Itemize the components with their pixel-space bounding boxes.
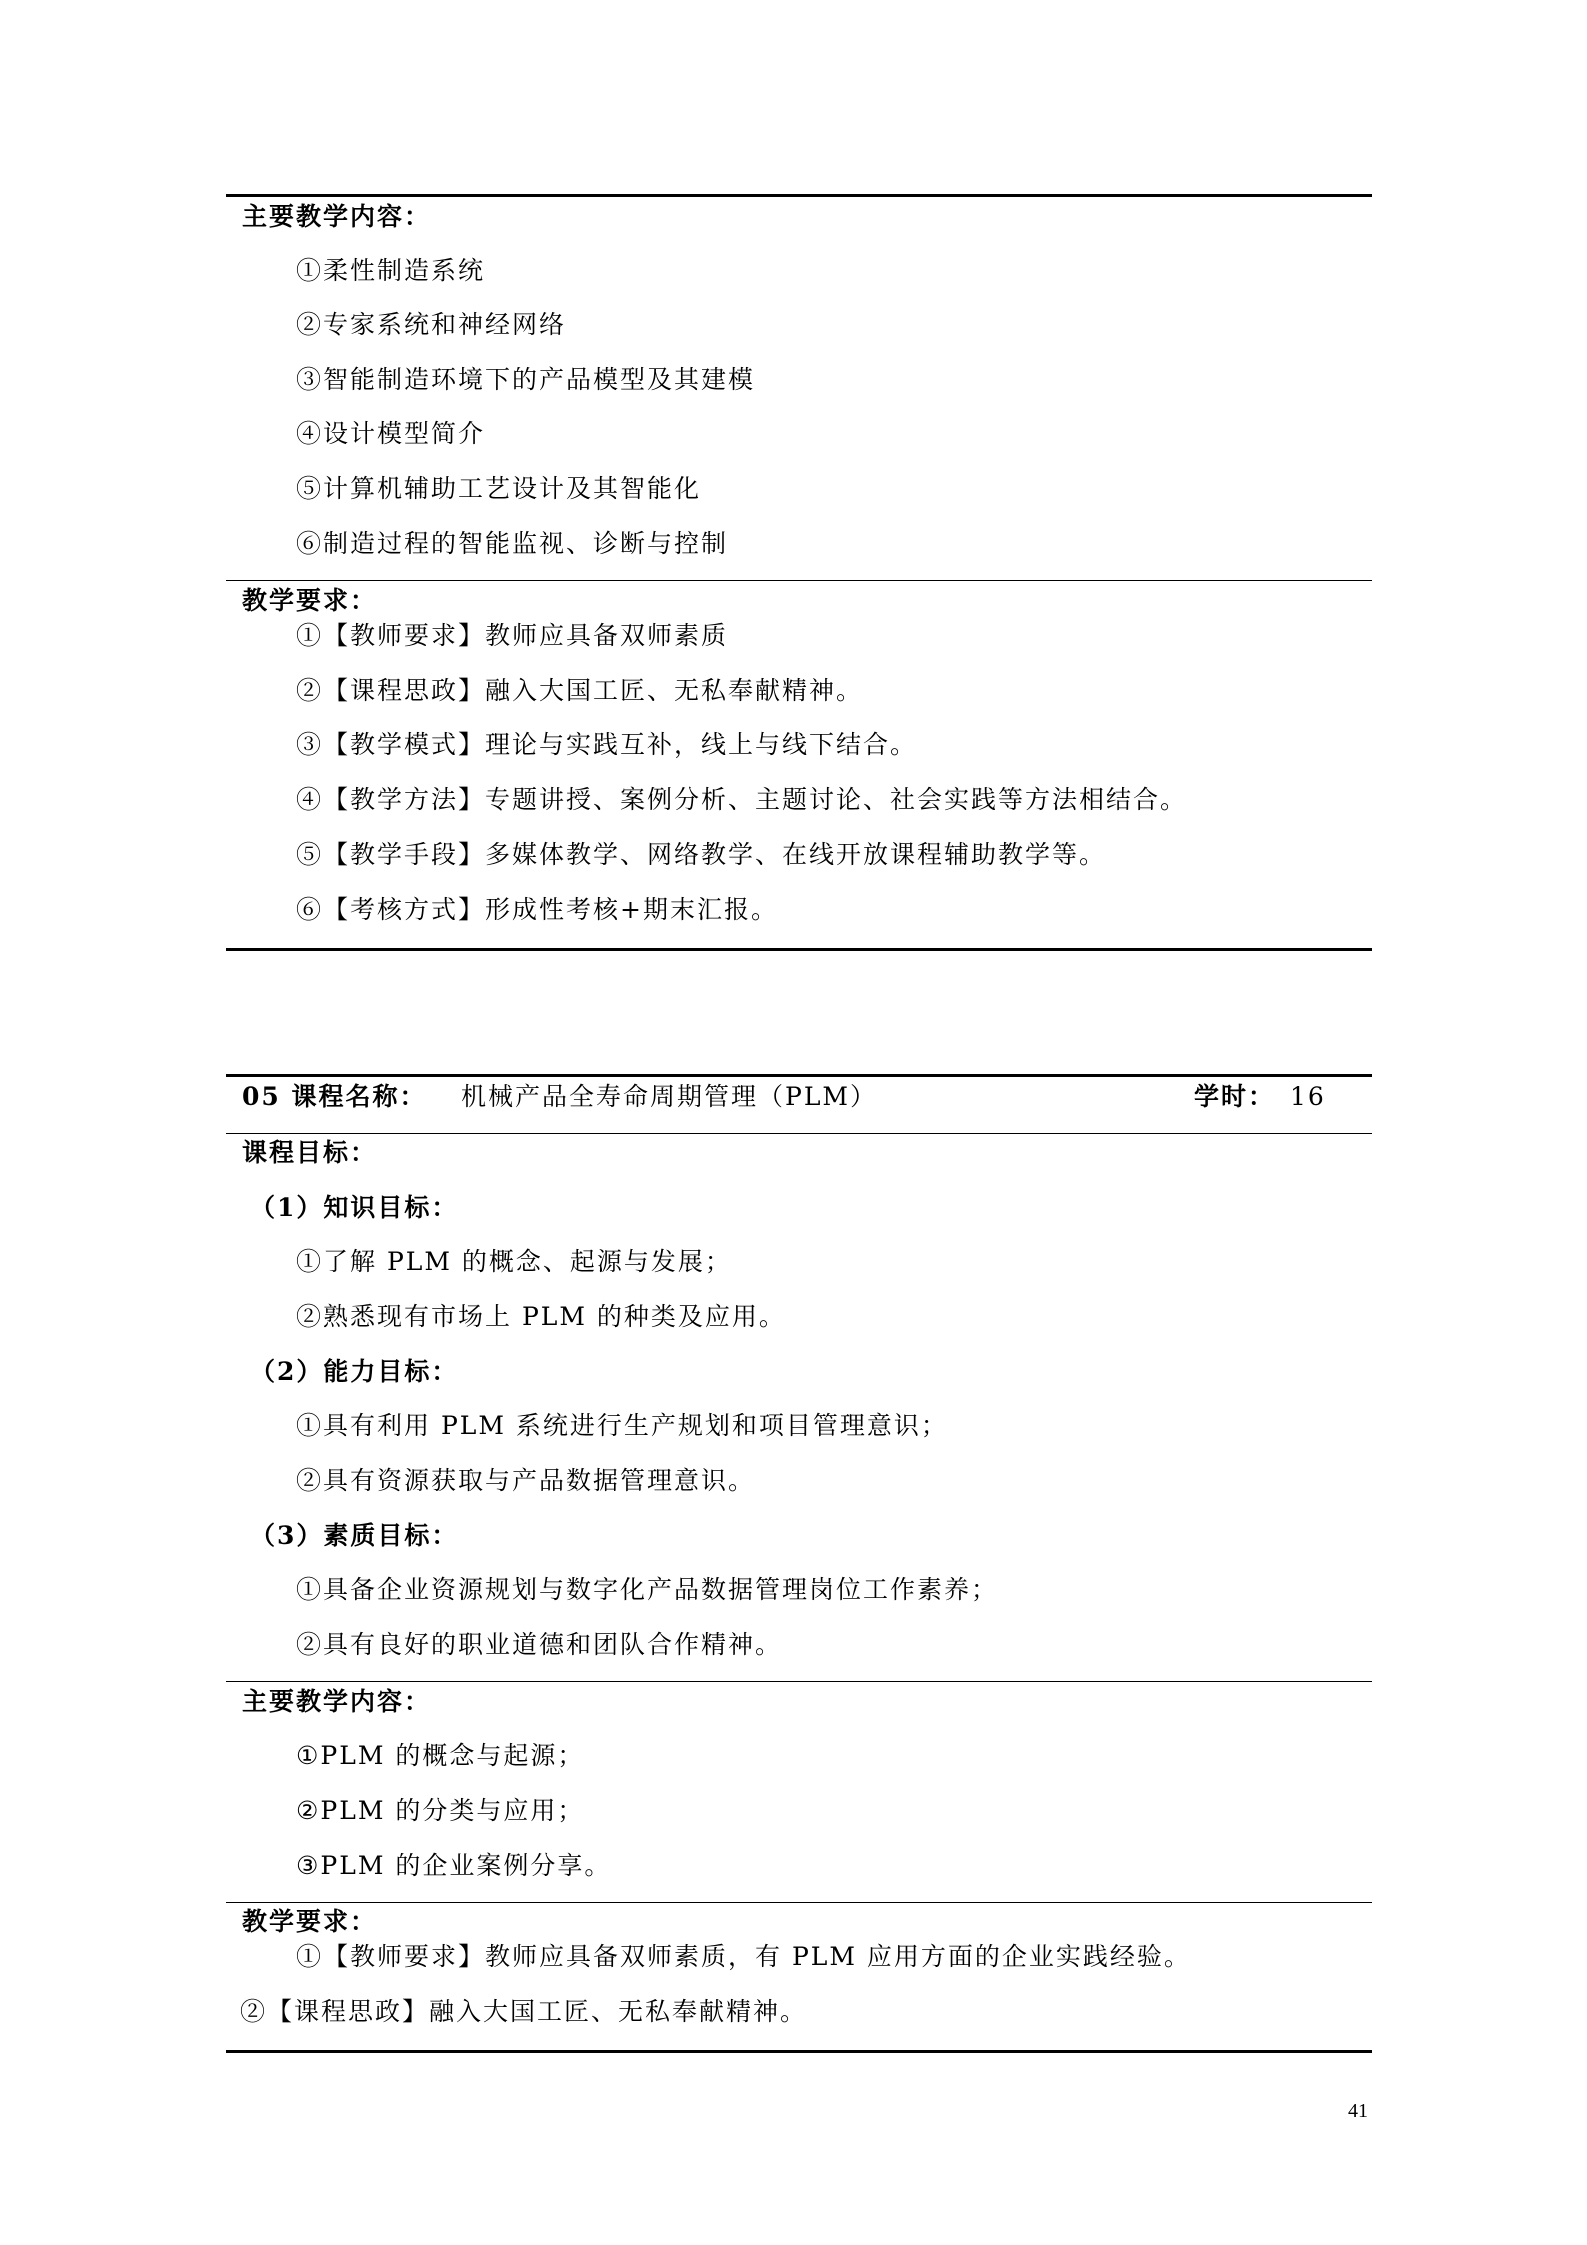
content-item: ⑥制造过程的智能监视、诊断与控制	[296, 529, 729, 558]
requirements-heading: 教学要求：	[242, 586, 378, 615]
goal-item: ②具有良好的职业道德和团队合作精神。	[296, 1630, 783, 1659]
content-item: ③智能制造环境下的产品模型及其建模	[296, 365, 756, 394]
goal-item: ②熟悉现有市场上 PLM 的种类及应用。	[296, 1302, 786, 1331]
requirement-item: ②【课程思政】融入大国工匠、无私奉献精神。	[296, 676, 864, 705]
content-item: ③PLM 的企业案例分享。	[296, 1851, 612, 1880]
section-divider	[226, 1902, 1372, 1903]
requirement-item: ③【教学模式】理论与实践互补，线上与线下结合。	[296, 730, 918, 759]
section-divider	[226, 1133, 1372, 1134]
content-heading: 主要教学内容：	[242, 1687, 432, 1716]
requirement-item: ①【教师要求】教师应具备双师素质，有 PLM 应用方面的企业实践经验。	[296, 1942, 1191, 1971]
course-label: 05 课程名称：	[242, 1082, 427, 1111]
goal-item: ①了解 PLM 的概念、起源与发展；	[296, 1247, 732, 1276]
bottom-rule	[226, 2050, 1372, 2053]
requirement-item: ④【教学方法】专题讲授、案例分析、主题讨论、社会实践等方法相结合。	[296, 785, 1188, 814]
goal-item: ①具有利用 PLM 系统进行生产规划和项目管理意识；	[296, 1411, 948, 1440]
requirement-item: ⑥【考核方式】形成性考核+期末汇报。	[296, 895, 778, 924]
requirement-item: ②【课程思政】融入大国工匠、无私奉献精神。	[240, 1997, 808, 2026]
goal-item: ①具备企业资源规划与数字化产品数据管理岗位工作素养；	[296, 1575, 999, 1604]
top-rule	[226, 1074, 1372, 1077]
content-heading: 主要教学内容：	[242, 202, 432, 231]
ability-goals-heading: （2）能力目标：	[250, 1357, 459, 1386]
requirement-item: ⑤【教学手段】多媒体教学、网络教学、在线开放课程辅助教学等。	[296, 840, 1107, 869]
content-item: ②专家系统和神经网络	[296, 310, 567, 339]
section-divider	[226, 1681, 1372, 1682]
section-divider	[226, 580, 1372, 581]
page-number: 41	[1348, 2100, 1368, 2122]
goals-heading: 课程目标：	[242, 1138, 378, 1167]
requirement-item: ①【教师要求】教师应具备双师素质	[296, 621, 729, 650]
knowledge-goals-heading: （1）知识目标：	[250, 1193, 459, 1222]
goal-item: ②具有资源获取与产品数据管理意识。	[296, 1466, 756, 1495]
course-name: 机械产品全寿命周期管理（PLM）	[461, 1082, 878, 1111]
hours-value: 16	[1290, 1082, 1326, 1111]
content-item: ①柔性制造系统	[296, 256, 486, 285]
content-item: ②PLM 的分类与应用；	[296, 1796, 585, 1825]
quality-goals-heading: （3）素质目标：	[250, 1521, 459, 1550]
requirements-heading: 教学要求：	[242, 1907, 378, 1936]
content-item: ⑤计算机辅助工艺设计及其智能化	[296, 474, 702, 503]
hours-label: 学时：	[1194, 1082, 1276, 1111]
content-item: ①PLM 的概念与起源；	[296, 1741, 585, 1770]
content-item: ④设计模型简介	[296, 419, 486, 448]
bottom-rule	[226, 948, 1372, 951]
top-rule	[226, 194, 1372, 197]
